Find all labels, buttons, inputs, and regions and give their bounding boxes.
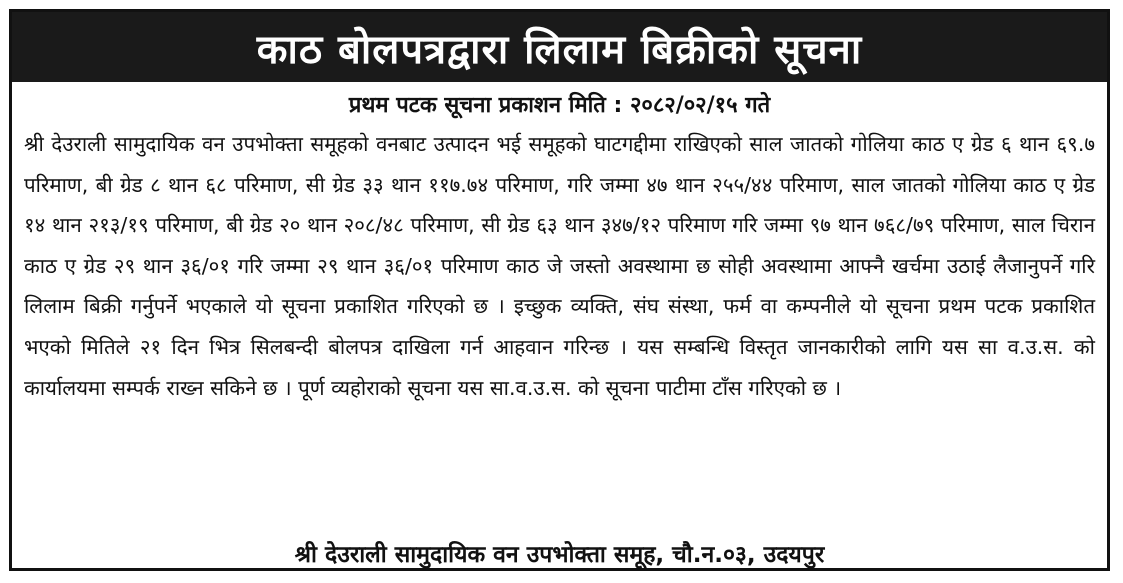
notice-frame — [9, 9, 1110, 571]
notice-title: काठ बोलपत्रद्वारा लिलाम बिक्रीको सूचना — [12, 12, 1107, 82]
publication-date: प्रथम पटक सूचना प्रकाशन मिति : २०८२/०२/१५ गते — [348, 93, 771, 118]
issuer-line: श्री देउराली सामुदायिक वन उपभोक्ता समूह, चौ.न.०३, उदयपुर — [294, 542, 825, 568]
notice-body: श्री देउराली सामुदायिक वन उपभोक्ता समूहको वनबाट उत्पादन भई समूहको घाटगद्दीमा राखिएको साल जातको गोलिया काठ ए ग्रेड ६ थान ६९.७ परिमाण, बी ग्रेड ८ थान ६८ परिमाण, सी ग्रेड ३३ थान ११७.७४ परिमाण, गरि जम्मा ४७ थान २५५/४४ परिमाण, साल जातको गोलिया काठ ए ग्रेड १४ थान २१३/१९ परिमाण, बी ग्रेड २० थान २०८/४८ परिमाण, सी ग्रेड ६३ थान ३४७/१२ परिमाण गरि जम्मा ९७ थान ७६८/७९ परिमाण, साल चिरान काठ ए ग्रेड २९ थान ३६/०१ गरि जम्मा २९ थान ३६/०१ परिमाण काठ जे जस्तो अवस्थामा छ सोही अवस्थामा आफ्नै खर्चमा उठाई लैजानुपर्ने गरि लिलाम बिक्री गर्नुपर्ने भएकाले यो सूचना प्रकाशित गरिएको छ । इच्छुक व्यक्ति, संघ संस्था, फर्म वा कम्पनीले यो सूचना प्रथम पटक प्रकाशित भएको मितिले २१ दिन भित्र सिलबन्दी बोलपत्र दाखिला गर्न आहवान गरिन्छ । यस सम्बन्धि विस्तृत जानकारीको लागि यस सा व.उ.स. को कार्यालयमा सम्पर्क राख्न सकिने छ । पूर्ण व्यहोराको सूचना यस सा.व.उ.स. को सूचना पाटीमा टाँस गरिएको छ । — [24, 132, 1095, 400]
